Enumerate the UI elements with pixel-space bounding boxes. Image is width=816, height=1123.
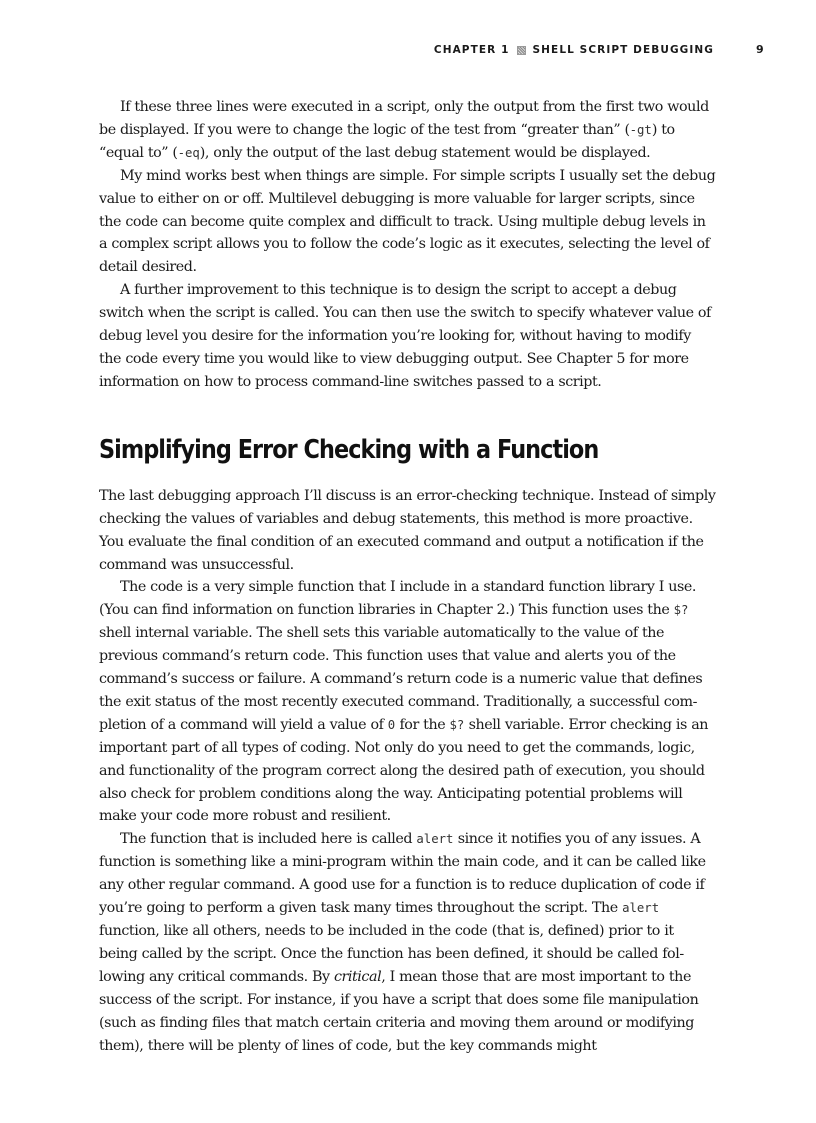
inline-code-alert: alert — [416, 832, 454, 847]
paragraph-debug-output: If these three lines were executed in a script, only the output from the first two would be displayed. If you were to change the logic of the test from “greater than” (-gt) to “equal to” (-eq), only the output of the last debug statement would be displayed. — [99, 99, 709, 161]
inline-code-status-var-2: $? — [449, 717, 465, 732]
section-label: SHELL SCRIPT DEBUGGING — [532, 44, 714, 56]
section-heading: Simplifying Error Checking with a Function — [99, 434, 599, 465]
paragraph-return-code: The code is a very simple function that I include in a standard function library I use. (You can find information on function libraries in Chapter 2.) This function uses the $? shell internal variable. The shell sets this variable automatically to the value of the previous command’s return code. This function uses that value and alerts you of the command’s success or failure. A command’s return code is a numeric value that defines the exit status of the most recently executed command. Traditionally, a successful completion of a command will yield a value of 0 for the $? shell variable. Error checking is an important part of all types of coding. Not only do you need to get the commands, logic, and functionality of the program correct along the desired path of execution, you should also check for problem conditions along the way. Anticipating potential problems will make your code more robust and resilient. — [99, 579, 709, 825]
separator-square-icon — [517, 46, 526, 55]
paragraph-alert-function: The function that is included here is called alert since it notifies you of any issues. A function is something like a mini-program within the main code, and it can be called like any other regular command. A good use for a function is to reduce duplication of code if you’re going to perform a given task many times throughout the script. The alert function, like all others, needs to be included in the code (that is, defined) prior to it being called by the script. Once the function has been defined, it should be called following any critical commands. By critical, I mean those that are most important to the success of the script. For instance, if you have a script that does some file manipulation (such as finding files that match certain criteria and moving them around or modifying them), there will be plenty of lines of code, but the key commands might — [99, 831, 706, 1054]
page-body — [99, 96, 716, 1057]
inline-code-status-var: $? — [673, 603, 689, 618]
paragraph-error-checking: The last debugging approach I’ll discuss is an error-checking technique. Instead of simply checking the values of variables and debug statements, this method is more proactive. You evaluate the final condition of an executed command and output a notification if the command was unsuccessful. — [99, 487, 716, 573]
running-head — [0, 42, 816, 58]
inline-code-zero: 0 — [387, 717, 396, 732]
running-head-title — [434, 42, 714, 58]
chapter-label: CHAPTER 1 — [433, 44, 510, 56]
inline-code-gt: -gt — [629, 122, 652, 137]
inline-code-alert-2: alert — [622, 901, 660, 916]
emphasis-critical: critical — [333, 968, 382, 985]
paragraph-simple-debug: My mind works best when things are simple. For simple scripts I usually set the debug value to either on or off. Multilevel debugging is more valuable for larger scripts, since the code can become quite complex and difficult to track. Using multiple debug levels in a complex script allows you to follow the code’s logic as it executes, selecting the level of detail desired. — [99, 167, 716, 276]
inline-code-eq: -eq — [177, 145, 200, 160]
page-number: 9 — [756, 43, 764, 56]
paragraph-debug-switch: A further improvement to this technique is to design the script to accept a debug switch when the script is called. You can then use the switch to specify whatever value of debug level you desire for the information you’re looking for, without having to modify the code every time you would like to view debugging output. See Chapter 5 for more information on how to process command-line switches passed to a script. — [99, 282, 711, 390]
